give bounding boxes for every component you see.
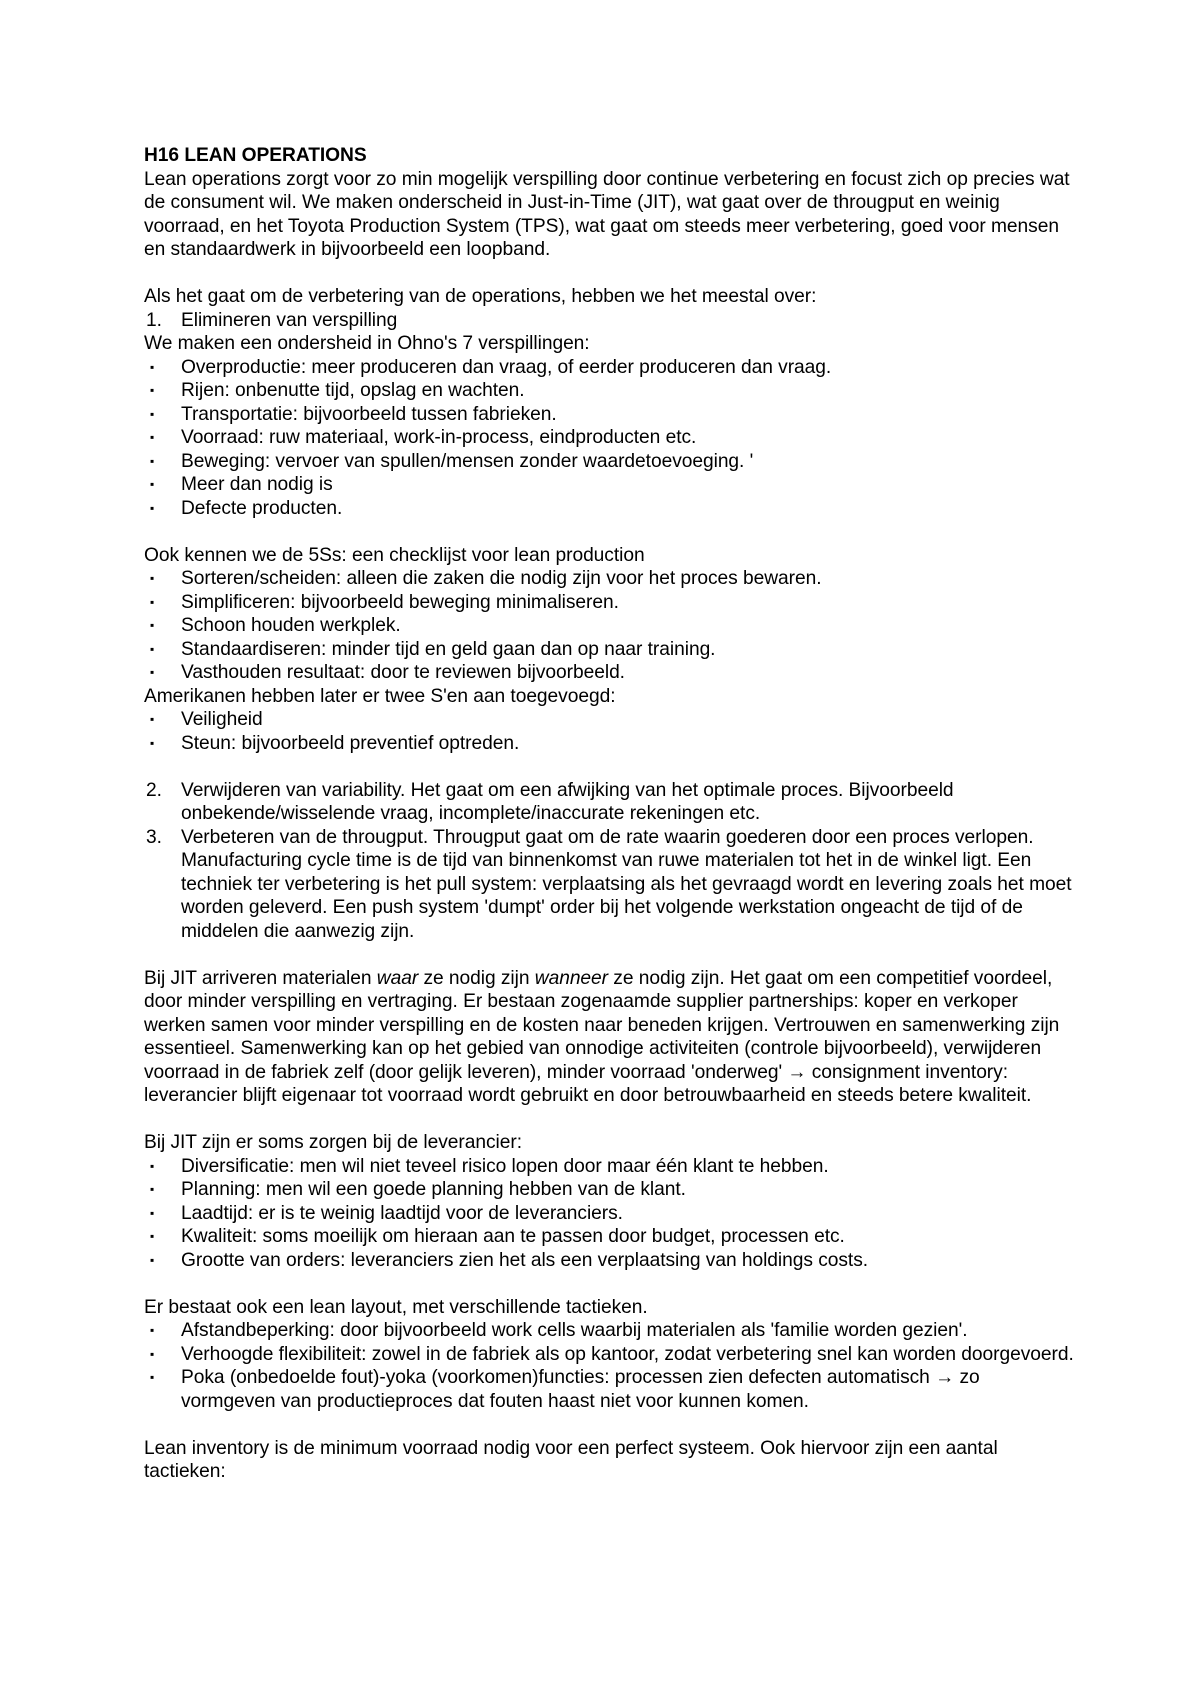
waste-item — [144, 426, 1074, 450]
concern-text: Laadtijd: er is te weinig laadtijd voor de leveranciers. — [181, 1202, 623, 1224]
five-s-text: Sorteren/scheiden: alleen die zaken die nodig zijn voor het proces bewaren. — [181, 568, 822, 589]
bullet-icon: ▪ — [150, 453, 155, 468]
spacer — [144, 1108, 1074, 1132]
jit-paragraph — [144, 967, 1074, 1108]
improve-intro: Als het gaat om de verbetering van de operations, hebben we het meestal over: — [144, 286, 817, 307]
bullet-icon: ▪ — [150, 1346, 155, 1361]
bullet-icon: ▪ — [150, 571, 155, 585]
spacer — [144, 943, 1074, 967]
layout-text: Verhoogde flexibiliteit: zowel in de fabriek als op kantoor, zodat verbetering snel kan worden doorgevoerd. — [181, 1343, 1074, 1365]
concern-text: Kwaliteit: soms moeilijk om hieraan aan te passen door budget, processen etc. — [181, 1226, 845, 1247]
item-number: 1. — [146, 309, 162, 331]
bullet-icon: ▪ — [150, 1323, 155, 1337]
item-text: Elimineren van verspilling — [181, 309, 398, 331]
concerns-intro: Bij JIT zijn er soms zorgen bij de leverancier: — [144, 1132, 522, 1153]
concern-text: Planning: men wil een goede planning hebben van de klant. — [181, 1179, 686, 1200]
arrow-right-icon: → — [935, 1367, 955, 1388]
five-s-text: Standaardiseren: minder tijd en geld gaan dan op naar training. — [181, 638, 716, 660]
waste-text: Voorraad: ruw materiaal, work-in-process, eindproducten etc. — [181, 427, 697, 448]
numbered-item-2 — [144, 779, 1074, 826]
layout-item — [144, 1319, 1074, 1343]
bullet-icon: ▪ — [150, 383, 155, 397]
american-item — [144, 708, 1074, 732]
five-s-item — [144, 614, 1074, 638]
waste-text: Transportatie: bijvoorbeeld tussen fabrieken. — [181, 403, 557, 425]
concern-item — [144, 1249, 1074, 1273]
waste-item — [144, 450, 1074, 474]
inventory-intro: Lean inventory is de minimum voorraad nodig voor een perfect systeem. Ook hiervoor zijn een aantal tactieken: — [144, 1437, 998, 1482]
item-number: 3. — [146, 826, 162, 848]
bullet-icon: ▪ — [150, 1252, 155, 1267]
waste-item — [144, 356, 1074, 380]
bullet-icon: ▪ — [150, 618, 155, 632]
bullet-icon: ▪ — [150, 477, 155, 491]
jit-emphasis-when: wanneer — [534, 967, 609, 989]
five-s-item — [144, 638, 1074, 662]
five-s-item — [144, 567, 1074, 591]
bullet-icon: ▪ — [150, 1205, 155, 1220]
numbered-item-3 — [144, 826, 1074, 944]
bullet-icon: ▪ — [150, 359, 155, 374]
arrow-right-icon: → — [787, 1061, 807, 1083]
bullet-icon: ▪ — [150, 1182, 155, 1196]
five-s-text: Simplificeren: bijvoorbeeld beweging minimaliseren. — [181, 591, 619, 613]
bullet-icon: ▪ — [150, 1158, 155, 1173]
waste-item — [144, 497, 1074, 521]
five-s-intro: Ook kennen we de 5Ss: een checklijst voor lean production — [144, 544, 645, 566]
five-s-text: Vasthouden resultaat: door te reviewen bijvoorbeeld. — [181, 662, 625, 683]
layout-intro: Er bestaat ook een lean layout, met verschillende tactieken. — [144, 1296, 648, 1318]
concern-text: Diversificatie: men wil niet teveel risico lopen door maar één klant te hebben. — [181, 1155, 829, 1177]
five-s-text: Schoon houden werkplek. — [181, 615, 401, 636]
ohno-intro: We maken een ondersheid in Ohno's 7 verspillingen: — [144, 333, 590, 354]
concern-item — [144, 1202, 1074, 1226]
waste-item — [144, 403, 1074, 427]
jit-text: ze nodig zijn — [418, 967, 535, 989]
waste-text: Meer dan nodig is — [181, 474, 333, 495]
bullet-icon: ▪ — [150, 594, 155, 609]
numbered-item-1 — [144, 309, 1074, 333]
jit-emphasis-where: waar — [376, 967, 419, 989]
bullet-icon: ▪ — [150, 1229, 155, 1243]
bullet-icon: ▪ — [150, 430, 155, 444]
five-s-item — [144, 661, 1074, 685]
concern-item — [144, 1178, 1074, 1202]
five-s-item — [144, 591, 1074, 615]
waste-item — [144, 473, 1074, 497]
bullet-icon: ▪ — [150, 641, 155, 656]
bullet-icon: ▪ — [150, 1370, 155, 1384]
american-text: Steun: bijvoorbeeld preventief optreden. — [181, 732, 520, 754]
jit-text: ze nodig zijn. Het gaat om een competitief voordeel, door minder verspilling en vertraging. Er bestaan zogenaamde supplier partnerships: koper en verkoper werken samen voor minder verspilling en de kosten naar beneden krijgen. Vertrouwen en samenwerking zijn essentieel. Samenwerking kan op het gebied van onnodige activiteiten (controle bijvoorbeeld), verwijderen voorraad in de fabriek zelf (door gelijk leveren), minder voorraad 'onderweg' — [144, 967, 1060, 1083]
spacer — [144, 262, 1074, 286]
waste-item — [144, 379, 1074, 403]
bullet-icon: ▪ — [150, 500, 155, 515]
layout-text: zo vormgeven van productieproces dat fouten haast niet voor kunnen komen. — [181, 1367, 980, 1412]
intro-paragraph: Lean operations zorgt voor zo min mogelijk verspilling door continue verbetering en focust zich op precies wat de consument wil. We maken onderscheid in Just-in-Time (JIT), wat gaat over de througput en weinig voorraad, en het Toyota Production System (TPS), wat gaat om steeds meer verbetering, goed voor mensen en standaardwerk in bijvoorbeeld een loopband. — [144, 168, 1070, 260]
waste-text: Rijen: onbenutte tijd, opslag en wachten. — [181, 380, 525, 401]
bullet-icon: ▪ — [150, 665, 155, 679]
jit-text: Bij JIT arriveren materialen — [144, 967, 377, 989]
layout-text: Poka (onbedoelde fout)-yoka (voorkomen)functies: processen zien defecten automatisch — [181, 1367, 936, 1388]
american-text: Veiligheid — [181, 709, 263, 730]
spacer — [144, 1272, 1074, 1296]
layout-item — [144, 1343, 1074, 1367]
spacer — [144, 520, 1074, 544]
waste-text: Beweging: vervoer van spullen/mensen zonder waardetoevoeging. ' — [181, 450, 754, 472]
spacer — [144, 1413, 1074, 1437]
american-item — [144, 732, 1074, 756]
item-number: 2. — [146, 779, 162, 801]
item-text: Verwijderen van variability. Het gaat om een afwijking van het optimale proces. Bijvoorbeeld onbekende/wisselende vraag, incomplete/inaccurate rekeningen etc. — [181, 779, 954, 824]
item-text: Verbeteren van de througput. Througput gaat om de rate waarin goederen door een proces verlopen. Manufacturing cycle time is de tijd van binnenkomst van ruwe materialen tot het in de winkel ligt. Een techniek ter verbetering is het pull system: verplaatsing als het gevraagd wordt en levering zoals het moet worden geleverd. Een push system 'dumpt' order bij het volgende werkstation ongeacht de tijd of de middelen die aanwezig zijn. — [181, 826, 1072, 942]
page-title: H16 LEAN OPERATIONS — [144, 145, 367, 166]
bullet-icon: ▪ — [150, 406, 155, 421]
waste-text: Defecte producten. — [181, 497, 343, 519]
document-page — [144, 144, 1074, 1484]
concern-item — [144, 1225, 1074, 1249]
bullet-icon: ▪ — [150, 735, 155, 750]
jit-text: consignment inventory: leverancier blijft eigenaar tot voorraad wordt gebruikt en door betrouwbaarheid en steeds betere kwaliteit. — [144, 1061, 1032, 1106]
american-intro: Amerikanen hebben later er twee S'en aan toegevoegd: — [144, 685, 616, 707]
layout-item — [144, 1366, 1074, 1413]
bullet-icon: ▪ — [150, 712, 155, 726]
concern-item — [144, 1155, 1074, 1179]
concern-text: Grootte van orders: leveranciers zien het als een verplaatsing van holdings costs. — [181, 1249, 869, 1271]
layout-text: Afstandbeperking: door bijvoorbeeld work cells waarbij materialen als 'familie worden gezien'. — [181, 1320, 968, 1341]
spacer — [144, 755, 1074, 779]
waste-text: Overproductie: meer produceren dan vraag, of eerder produceren dan vraag. — [181, 356, 832, 378]
